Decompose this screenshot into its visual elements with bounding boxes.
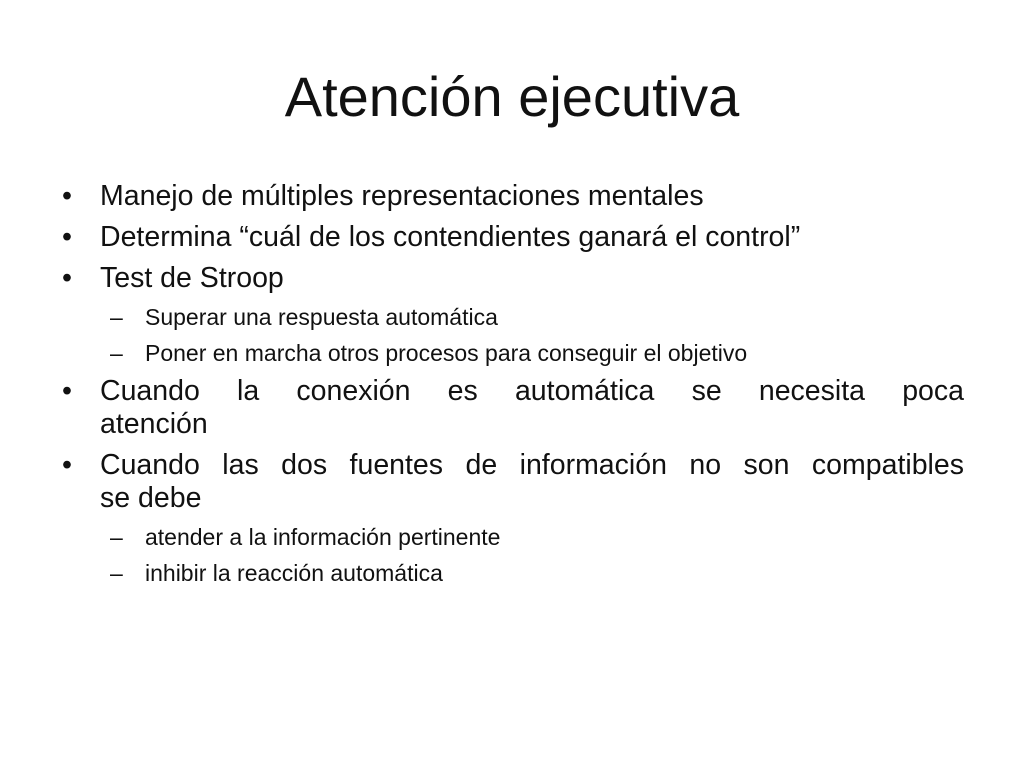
bullet-text: Manejo de múltiples representaciones mentales [100, 180, 704, 212]
bullet-item [62, 262, 964, 295]
dash-icon: – [110, 304, 123, 330]
sub-bullet-item [62, 339, 964, 367]
sub-bullet-item [62, 303, 964, 331]
bullet-icon: • [62, 262, 72, 294]
bullet-text: Test de Stroop [100, 262, 284, 294]
bullet-text: Determina “cuál de los contendientes ganará el control” [100, 221, 801, 253]
bullet-text-line-1: Cuando la conexión es automática se necesita poca [100, 375, 964, 407]
sub-bullet-item [62, 523, 964, 551]
bullet-list [62, 178, 964, 587]
sub-bullet-text: Superar una respuesta automática [145, 304, 498, 330]
slide-title: Atención ejecutiva [284, 65, 740, 128]
sub-bullet-item [62, 559, 964, 587]
bullet-item [62, 180, 964, 213]
dash-icon: – [110, 560, 123, 586]
sub-bullet-text: Poner en marcha otros procesos para conseguir el objetivo [145, 340, 748, 366]
sub-bullet-text: inhibir la reacción automática [145, 560, 443, 586]
bullet-text-line-2: atención [100, 408, 208, 440]
bullet-icon: • [62, 449, 72, 481]
dash-icon: – [110, 524, 123, 550]
bullet-text-line-1: Cuando las dos fuentes de información no son compatibles [100, 449, 964, 481]
bullet-icon: • [62, 180, 72, 212]
bullet-text-line-2: se debe [100, 482, 202, 514]
dash-icon: – [110, 340, 123, 366]
bullet-icon: • [62, 221, 72, 253]
sub-bullet-text: atender a la información pertinente [145, 524, 501, 550]
bullet-item [62, 221, 964, 254]
bullet-item [62, 375, 964, 441]
bullet-icon: • [62, 375, 72, 407]
bullet-item [62, 449, 964, 515]
